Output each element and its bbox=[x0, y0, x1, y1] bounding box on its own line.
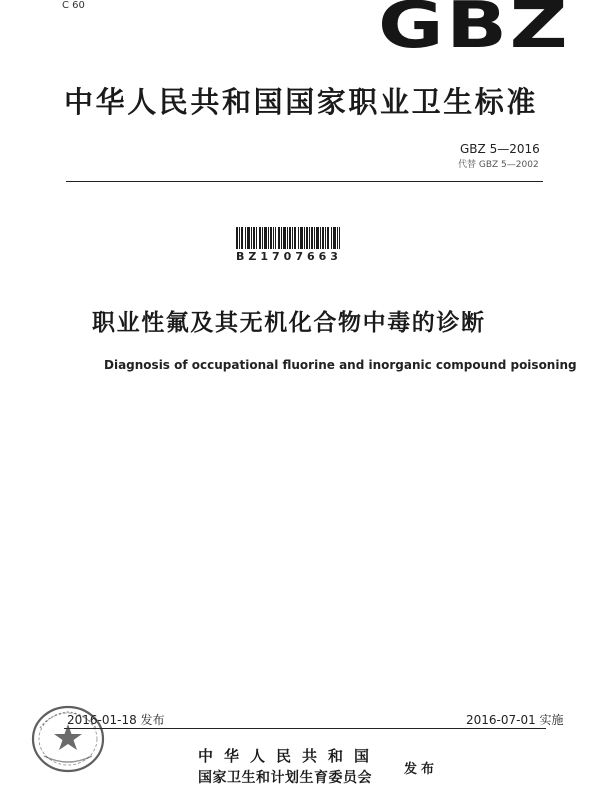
top-divider bbox=[66, 181, 543, 182]
implementation-date: 2016-07-01 实施 bbox=[466, 713, 564, 727]
issue-date: 2016-01-18 发布 bbox=[67, 713, 165, 727]
gbz-logo: GBZ bbox=[378, 0, 571, 63]
standard-number: GBZ 5—2016 bbox=[460, 142, 540, 156]
bottom-divider bbox=[64, 728, 546, 729]
issuer-country: 中华人民共和国 bbox=[198, 747, 381, 765]
document-title-english: Diagnosis of occupational fluorine and inorganic compound poisoning bbox=[104, 358, 577, 372]
replaces-standard: 代替 GBZ 5—2002 bbox=[458, 160, 539, 170]
document-title-chinese: 职业性氟及其无机化合物中毒的诊断 bbox=[92, 310, 486, 336]
classification-code: C 60 bbox=[62, 0, 85, 11]
official-seal-icon bbox=[30, 704, 106, 774]
organization-title: 中华人民共和国国家职业卫生标准 bbox=[64, 85, 539, 119]
publish-label: 发布 bbox=[404, 762, 439, 777]
issuer-commission: 国家卫生和计划生育委员会 bbox=[198, 770, 372, 786]
barcode-icon bbox=[236, 227, 340, 249]
barcode-number: BZ1707663 bbox=[236, 250, 342, 263]
